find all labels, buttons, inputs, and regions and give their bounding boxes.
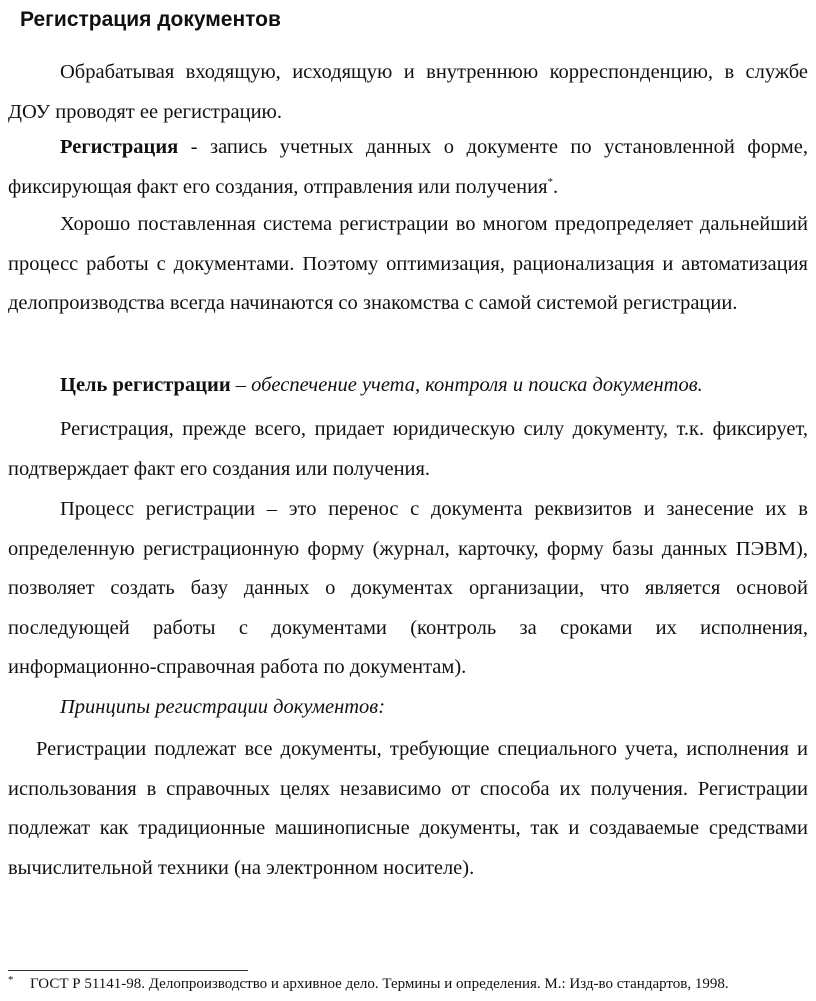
goal-dash: – bbox=[230, 374, 252, 396]
paragraph-definition bbox=[8, 128, 808, 207]
definition-text: - запись учетных данных о документе по установленной форме, фиксирующая факт его создания, отправления или получения bbox=[8, 136, 808, 198]
term-registration: Регистрация bbox=[60, 136, 179, 158]
footnote-reference: * bbox=[547, 175, 554, 188]
term-goal: Цель регистрации bbox=[60, 374, 231, 396]
paragraph-system bbox=[8, 205, 808, 324]
goal-text: обеспечение учета, контроля и поиска документов. bbox=[251, 374, 703, 396]
paragraph-principles-heading bbox=[8, 688, 808, 728]
paragraph-legal-force-text: Регистрация, прежде всего, придает юридическую силу документу, т.к. фиксирует, подтверждает факт его создания или получения. bbox=[8, 418, 808, 480]
paragraph-system-text: Хорошо поставленная система регистрации во многом предопределяет дальнейший процесс работы с документами. Поэтому оптимизация, рационализация и автоматизация делопроизводства всегда начинаются со знакомства с самой системой регистрации. bbox=[8, 213, 808, 314]
paragraph-intro bbox=[8, 53, 808, 132]
definition-end: . bbox=[553, 175, 559, 198]
principles-heading: Принципы регистрации документов: bbox=[60, 696, 386, 718]
paragraph-process-text: Процесс регистрации – это перенос с документа реквизитов и занесение их в определенную регистрационную форму (журнал, карточку, форму базы данных ПЭВМ), позволяет создать базу данных о документах организации, что является основой последующей работы с документами (контроль за сроками их исполнения, информационно-справочная работа по документам). bbox=[8, 498, 808, 678]
footnote bbox=[8, 973, 808, 995]
footnote-divider bbox=[8, 970, 248, 971]
paragraph-goal bbox=[8, 366, 808, 406]
page-title: Регистрация документов bbox=[20, 8, 281, 31]
paragraph-principles-text: Регистрации подлежат все документы, требующие специального учета, исполнения и использования в справочных целях независимо от способа их получения. Регистрации подлежат как традиционные машинописные документы, так и создаваемые средствами вычислительной техники (на электронном носителе). bbox=[8, 738, 808, 879]
paragraph-intro-text: Обрабатывая входящую, исходящую и внутреннюю корреспонденцию, в службе ДОУ проводят ее регистрацию. bbox=[8, 61, 808, 123]
paragraph-process bbox=[8, 490, 808, 688]
paragraph-legal-force bbox=[8, 410, 808, 489]
footnote-text: ГОСТ Р 51141-98. Делопроизводство и архивное дело. Термины и определения. М.: Изд-во стандартов, 1998. bbox=[30, 976, 729, 992]
paragraph-principles bbox=[8, 730, 808, 888]
footnote-mark: * bbox=[8, 974, 14, 986]
